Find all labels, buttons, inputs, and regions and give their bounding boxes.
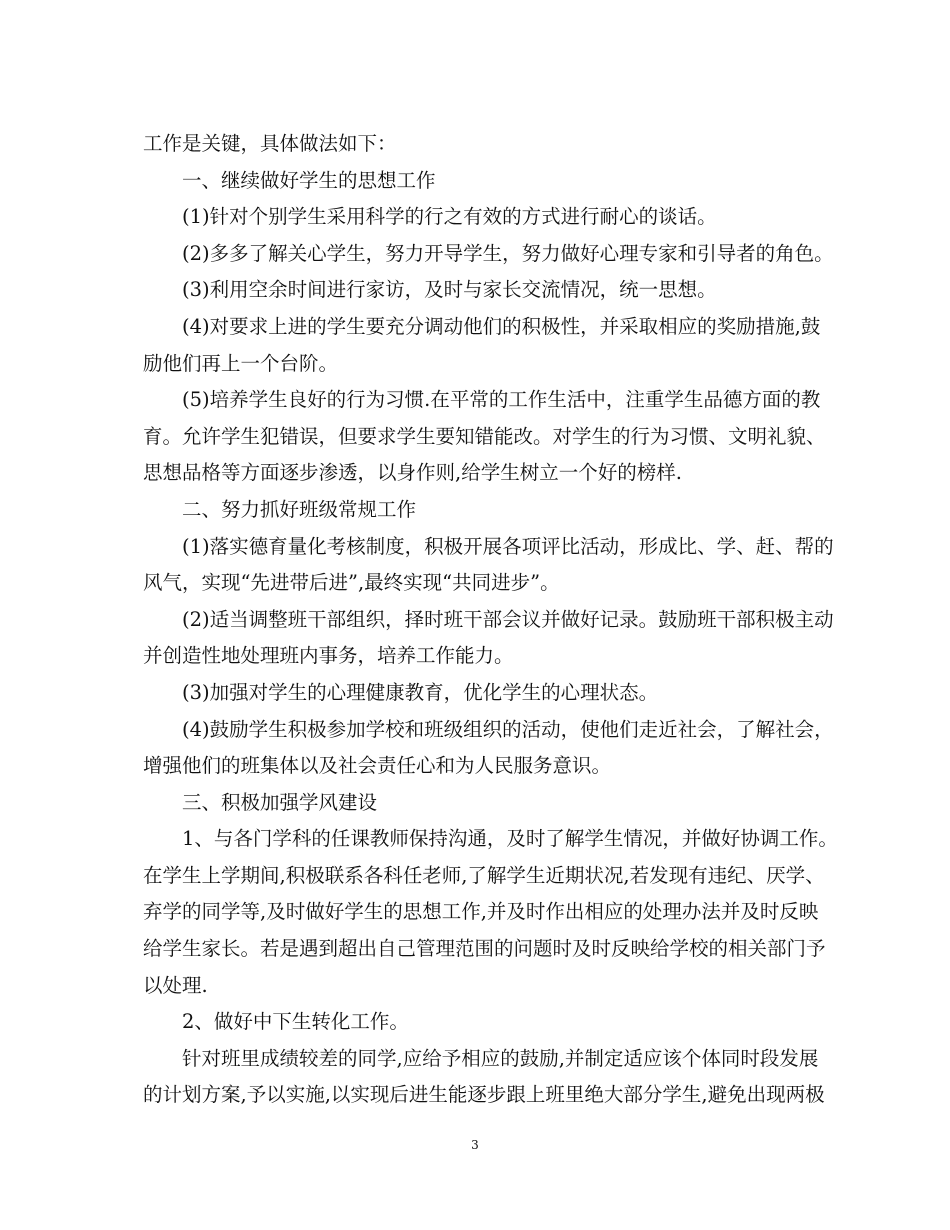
body-line: 以处理. — [143, 973, 208, 997]
body-line: 育。允许学生犯错误，但要求学生要知错能改。对学生的行为习惯、文明礼貌、 — [143, 424, 826, 448]
section-heading: 二、努力抓好班级常规工作 — [182, 497, 417, 521]
body-line: (4)鼓励学生积极参加学校和班级组织的活动，使他们走近社会，了解社会， — [182, 717, 834, 741]
body-line: (1)落实德育量化考核制度，积极开展各项评比活动，形成比、学、赶、帮的 — [182, 534, 834, 558]
body-line: 1、与各门学科的任课教师保持沟通，及时了解学生情况，并做好协调工作。 — [182, 827, 838, 851]
body-line: 并创造性地处理班内事务，培养工作能力。 — [143, 644, 514, 668]
page-number: 3 — [471, 1138, 479, 1152]
body-line: 增强他们的班集体以及社会责任心和为人民服务意识。 — [143, 754, 612, 778]
body-line: 的计划方案,予以实施,以实现后进生能逐步跟上班里绝大部分学生,避免出现两极 — [143, 1083, 825, 1107]
document-body — [143, 126, 838, 1114]
body-line: (2)多多了解关心学生，努力开导学生，努力做好心理专家和引导者的角色。 — [182, 241, 834, 265]
body-line: (5)培养学生良好的行为习惯.在平常的工作生活中，注重学生品德方面的教 — [182, 388, 821, 412]
body-line: (3)加强对学生的心理健康教育，优化学生的心理状态。 — [182, 680, 659, 704]
body-line: (2)适当调整班干部组织，择时班干部会议并做好记录。鼓励班干部积极主动 — [182, 607, 834, 631]
section-heading: 一、继续做好学生的思想工作 — [182, 168, 436, 192]
body-line: 风气，实现“先进带后进”,最终实现“共同进步”。 — [143, 571, 560, 595]
body-line: 2、做好中下生转化工作。 — [182, 1010, 409, 1034]
body-line: (4)对要求上进的学生要充分调动他们的积极性，并采取相应的奖励措施,鼓 — [182, 314, 821, 338]
body-line: 思想品格等方面逐步渗透，以身作则,给学生树立一个好的榜样. — [143, 461, 682, 485]
body-line: (1)针对个别学生采用科学的行之有效的方式进行耐心的谈话。 — [182, 205, 717, 229]
body-line: 工作是关键，具体做法如下： — [143, 132, 397, 155]
section-heading: 三、积极加强学风建设 — [182, 790, 378, 814]
body-line: 针对班里成绩较差的同学,应给予相应的鼓励,并制定适应该个体同时段发展 — [182, 1046, 819, 1070]
body-line: 在学生上学期间,积极联系各科任老师,了解学生近期状况,若发现有违纪、厌学、 — [143, 863, 825, 887]
body-line: 励他们再上一个台阶。 — [143, 351, 339, 375]
body-line: 给学生家长。若是遇到超出自己管理范围的问题时及时反映给学校的相关部门予 — [143, 937, 826, 961]
body-line: 弃学的同学等,及时做好学生的思想工作,并及时作出相应的处理办法并及时反映 — [143, 900, 819, 924]
body-line: (3)利用空余时间进行家访，及时与家长交流情况，统一思想。 — [182, 278, 717, 302]
